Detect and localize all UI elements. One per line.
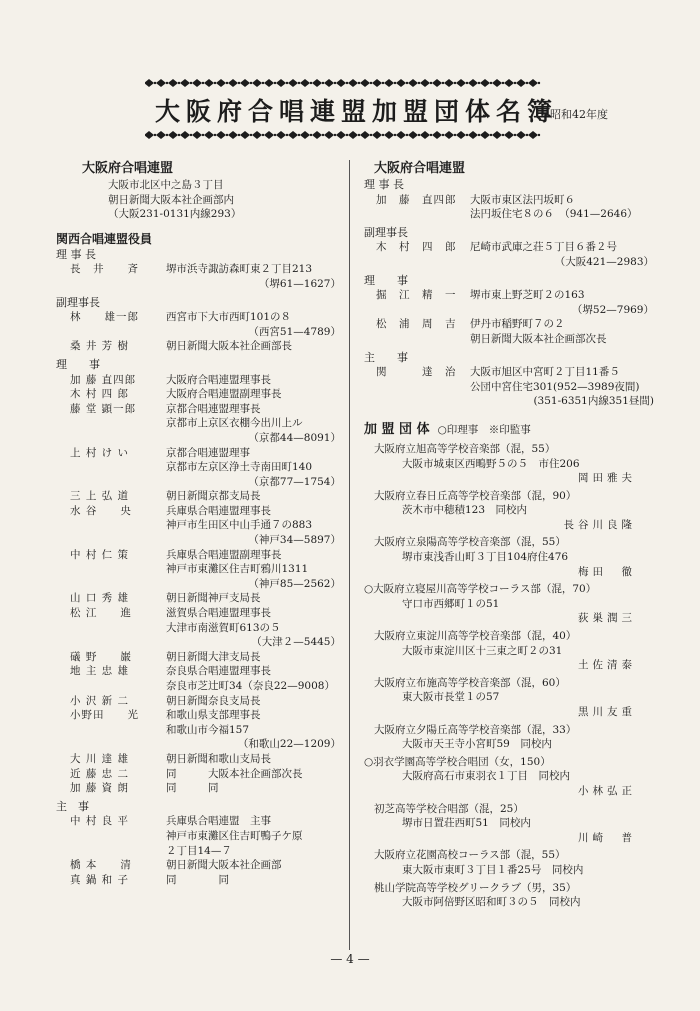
officer-entry (56, 339, 341, 354)
officer-name: 長 井 斉 (70, 263, 139, 276)
officer-name: 藤 堂 顕一郎 (70, 402, 137, 415)
officer-phone: （西宮51—4789） (248, 325, 341, 338)
school-name: 大阪府立旭高等学校音楽部（混，55） (374, 442, 556, 455)
role-title: 理 事 長 (56, 247, 96, 261)
role-title: 主 事 (364, 350, 408, 364)
officer-entry (56, 814, 341, 829)
officer-detail: 大阪府合唱連盟副理事長 (166, 388, 282, 401)
role-title: 理 事 (56, 357, 100, 371)
officer-detail: ２丁目14—７ (166, 844, 232, 857)
officer-name: 加 藤 資 朗 (70, 782, 130, 795)
officer-name: 松 浦 周 吉 (376, 318, 457, 331)
kansai-heading: 関西合唱連盟役員 (56, 231, 153, 246)
school-entry (364, 535, 654, 579)
officer-detail: 神戸市生田区中山手通７の883 (166, 519, 313, 532)
officer-detail: 同 大阪本社企画部次長 (166, 767, 303, 780)
school-entry (364, 802, 654, 846)
officer-detail: 伊丹市稲野町７の２ (470, 318, 565, 331)
spacer (56, 887, 341, 891)
officer-name: 松 江 進 (70, 607, 132, 620)
school-entry (364, 629, 654, 673)
title-ornament-top (145, 78, 547, 88)
school-teacher: 小林弘正 (578, 784, 636, 797)
school-name: ○大阪府立寝屋川高等学校コーラス部（混，70） (364, 583, 597, 596)
officer-detail: 朝日新聞京都支局長 (166, 490, 261, 503)
officer-detail: 京都合唱連盟理事長 (166, 402, 261, 415)
officer-detail: 朝日新聞神戸支局長 (166, 592, 261, 605)
officer-detail: 大津市南滋賀町613の５ (166, 621, 281, 634)
osaka-federation-heading: 大阪府合唱連盟 (374, 161, 466, 176)
school-address: 守口市西郷町１の51 (402, 597, 500, 610)
school-address: 堺市日置荘西町51 同校内 (402, 817, 531, 830)
school-name: 大阪府立春日丘高等学校音楽部（混，90） (374, 489, 577, 502)
kansai-officers (56, 248, 341, 892)
officer-detail: 奈良県合唱連盟理事長 (166, 665, 271, 678)
member-header (364, 421, 654, 439)
officer-entry (56, 387, 341, 402)
officer-entry (364, 317, 654, 332)
officer-entry (56, 489, 341, 504)
officer-entry (56, 262, 341, 277)
officer-name: 林 雄一郎 (70, 311, 139, 324)
officer-name: 地 主 忠 雄 (70, 665, 130, 678)
officer-entry (56, 446, 341, 461)
officer-phone: （京都77—1754） (248, 475, 341, 488)
officer-phone: （大津２—5445） (251, 636, 341, 649)
school-address: 大阪市城東区西鴫野５の５ 市住206 (402, 457, 580, 470)
officer-detail: 朝日新聞和歌山支局長 (166, 752, 271, 765)
officer-entry (56, 504, 341, 519)
officer-entry (364, 365, 654, 380)
school-teacher: 土佐清泰 (578, 659, 636, 672)
officer-entry (56, 606, 341, 621)
officer-detail: 朝日新聞奈良支局長 (166, 694, 261, 707)
school-address: 茨木市中穂積123 同校内 (402, 504, 528, 517)
officer-name: 木 村 四 郎 (376, 241, 457, 254)
officer-entry (56, 752, 341, 767)
officer-detail: 朝日新聞大阪本社企画部 (166, 859, 282, 872)
school-teacher: 黒川友重 (578, 706, 636, 718)
officer-entry (56, 858, 341, 873)
officer-entry (56, 767, 341, 782)
officer-entry (56, 591, 341, 606)
title-ornament-bottom (145, 130, 547, 140)
officer-detail: 大阪府合唱連盟理事長 (166, 373, 271, 386)
school-entry (364, 676, 654, 720)
school-address: 大阪市阿倍野区昭和町３の５ 同校内 (402, 896, 581, 909)
school-name: ○羽衣学園高等学校合唱団（女，150） (364, 755, 551, 768)
school-name: 大阪府立布施高等学校音楽部（混，60） (374, 676, 566, 689)
officer-entry (56, 781, 341, 796)
officer-phone: （堺61—1627） (258, 277, 341, 290)
school-name: 大阪府立泉陽高等学校音楽部（混，55） (374, 536, 566, 549)
officer-detail: 法円坂住宅８の６ （941—2646） (470, 208, 638, 221)
officer-entry (56, 694, 341, 709)
school-address: 東大阪市東町３丁目１番25号 同校内 (402, 863, 584, 876)
school-entry (364, 442, 654, 486)
legend: ○印理事 ※印監事 (437, 423, 531, 436)
officer-name: 三 上 弘 道 (70, 490, 130, 503)
officer-detail: 尼崎市武庫之荘５丁目６番２号 (470, 241, 617, 254)
officer-entry (56, 548, 341, 563)
federation-address (56, 178, 341, 222)
federation-name: 大阪府合唱連盟 (82, 161, 174, 176)
school-teacher: 梅田 徹 (578, 565, 636, 578)
officer-phone: (351-6351内線351昼間) (533, 395, 654, 408)
school-name: 大阪府立花園高校コーラス部（混，55） (374, 849, 566, 862)
officer-detail: 朝日新聞大阪本社企画部長 (166, 340, 292, 353)
officer-detail: 堺市浜寺諏訪森町東２丁目213 (166, 263, 313, 276)
school-address: 大阪府高石市東羽衣１丁目 同校内 (402, 770, 570, 783)
officer-detail: 公団中宮住宅301(952—3989夜間) (470, 380, 640, 393)
officer-detail: 滋賀県合唱連盟理事長 (166, 607, 271, 620)
officer-entry (364, 193, 654, 208)
officer-detail: 和歌山市今福157 (166, 723, 250, 736)
role-title: 副理事長 (56, 295, 100, 309)
school-address: 大阪市東淀川区十三東之町２の31 (402, 644, 563, 657)
officer-name: 真 鍋 和 子 (70, 873, 130, 886)
officer-detail: 京都市上京区衣棚今出川上ル (166, 417, 303, 430)
officer-name: 木 村 四 郎 (70, 388, 130, 401)
officer-name: 山 口 秀 雄 (70, 592, 130, 605)
role-title: 理 事 長 (364, 178, 404, 191)
officer-detail: 朝日新聞大阪本社企画部次長 (470, 332, 607, 345)
column-divider (349, 160, 350, 950)
school-teacher: 川崎 普 (578, 831, 636, 844)
officer-entry (56, 402, 341, 417)
officer-phone: （堺52—7969） (571, 303, 654, 316)
school-entry (364, 755, 654, 799)
member-heading: 加 盟 団 体 (364, 421, 430, 437)
officer-detail: 大阪市東区法円坂町６ (470, 193, 575, 206)
year-label: 昭和42年度 (550, 108, 608, 121)
officer-name: 加 藤 直四郎 (70, 373, 137, 386)
officer-entry (56, 664, 341, 679)
officer-detail: 堺市東上野芝町２の163 (470, 289, 585, 302)
address-line: （大阪231-0131内線293） (108, 208, 242, 221)
left-column (56, 160, 341, 891)
officer-name: 水 谷 央 (70, 504, 132, 517)
officer-detail: 同 同 (166, 782, 219, 795)
officer-phone: （神戸34—5897） (248, 534, 341, 547)
school-entry (364, 582, 654, 626)
school-entry (364, 881, 654, 910)
officer-detail: 同 同 (166, 873, 229, 886)
officer-phone: （神戸85—2562） (248, 577, 341, 590)
role-title: 理 事 (364, 273, 408, 287)
address-line: 大阪市北区中之島３丁目 (108, 179, 224, 191)
role-title: 主 事 (56, 799, 89, 813)
officer-name: 上 村 け い (70, 446, 130, 459)
officer-phone: （京都44—8091） (248, 431, 341, 444)
school-address: 大阪市天王寺小宮町59 同校内 (402, 738, 552, 751)
page-title: 大阪府合唱連盟加盟団体名簿 (155, 97, 559, 126)
officer-detail: 兵庫県合唱連盟副理事長 (166, 548, 282, 561)
school-address: 東大阪市長堂１の57 (402, 691, 500, 704)
officer-detail: 大阪市旭区中宮町２丁目11番５ (470, 366, 620, 379)
school-name: 大阪府立東淀川高等学校音楽部（混，40） (374, 630, 577, 643)
school-name: 初芝高等学校合唱部（混，25） (374, 802, 524, 815)
officer-entry (56, 650, 341, 665)
officer-phone: （大阪421—2983） (554, 255, 654, 268)
officer-detail: 兵庫県合唱連盟 主事 (166, 815, 271, 828)
officer-detail: 朝日新聞大津支局長 (166, 650, 261, 663)
officer-name: 近 藤 忠 二 (70, 767, 130, 780)
officer-entry (56, 708, 341, 723)
officer-name: 小野田 光 (70, 709, 139, 722)
officer-detail: 奈良市芝辻町34（奈良22—9008） (166, 680, 335, 692)
officer-entry (364, 288, 654, 303)
officer-detail: 西宮市下大市西町101の８ (166, 311, 292, 324)
officer-name: 掘 江 精 一 (376, 289, 457, 302)
officer-name: 小 沢 新 二 (70, 694, 130, 707)
officer-name: 加 藤 直四郎 (376, 193, 457, 206)
school-list (364, 442, 654, 910)
school-name: 桃山学院高等学校グリークラブ（男，35） (374, 881, 577, 894)
officer-phone: （和歌山22—1209） (237, 738, 341, 751)
school-teacher: 岡田雅夫 (578, 472, 636, 485)
school-teacher: 長谷川良隆 (563, 518, 636, 531)
officer-name: 礒 野 巌 (70, 650, 132, 663)
school-teacher: 荻巣潤三 (578, 612, 636, 625)
officer-name: 大 川 達 雄 (70, 752, 130, 765)
officer-detail: 京都合唱連盟理事 (166, 446, 250, 459)
school-address: 堺市東浅香山町３丁目104府住476 (402, 551, 569, 564)
officer-name: 橋 本 清 (70, 859, 132, 872)
officer-detail: 神戸市東灘区住吉町鴨子ケ原 (166, 829, 303, 842)
school-entry (364, 723, 654, 752)
officer-name: 中 村 仁 策 (70, 548, 130, 561)
school-entry (364, 848, 654, 877)
school-name: 大阪府立夕陽丘高等学校音楽部（混，33） (374, 723, 577, 736)
officer-name: 中 村 良 平 (70, 815, 130, 828)
officer-entry (56, 310, 341, 325)
officer-entry (56, 873, 341, 888)
officer-entry (56, 373, 341, 388)
right-column (364, 160, 654, 910)
role-title: 副理事長 (364, 225, 408, 239)
osaka-officers (364, 178, 654, 413)
officer-name: 桑 井 芳 樹 (70, 340, 130, 353)
officer-detail: 京都市左京区浄土寺南田町140 (166, 461, 313, 474)
officer-detail: 神戸市東灘区住吉町鴉川1311 (166, 563, 309, 576)
officer-entry (364, 240, 654, 255)
page-number: — 4 — (330, 952, 370, 966)
officer-detail: 和歌山県支部理事長 (166, 709, 261, 722)
officer-detail: 兵庫県合唱連盟理事長 (166, 504, 271, 517)
officer-name: 関 達 治 (376, 366, 457, 379)
school-entry (364, 489, 654, 533)
address-line: 朝日新聞大阪本社企画部内 (108, 193, 234, 206)
